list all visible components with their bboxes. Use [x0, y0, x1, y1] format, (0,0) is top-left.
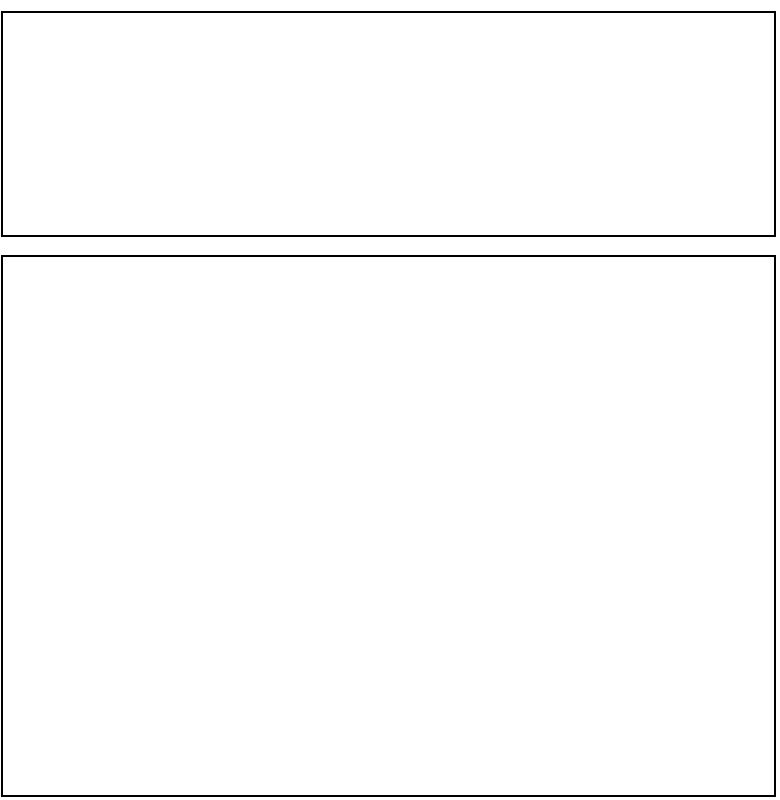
- legal-notice-row-middle: [0, 242, 780, 253]
- budget-hearing-notice: [1, 11, 776, 237]
- budget-summary: [1, 255, 776, 797]
- legal-notice-row-top: [0, 0, 780, 11]
